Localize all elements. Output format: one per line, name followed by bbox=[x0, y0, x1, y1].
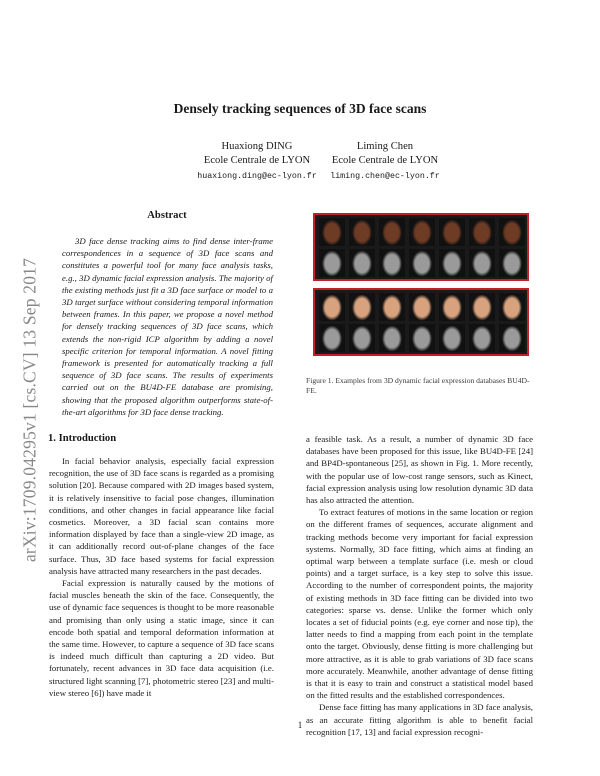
face-thumbnail bbox=[409, 324, 435, 352]
author-1-email[interactable]: huaxiong.ding@ec-lyon.fr bbox=[197, 172, 317, 181]
author-1-affiliation: Ecole Centrale de LYON bbox=[203, 155, 311, 166]
intro-paragraph-2: Facial expression is naturally caused by the motions of facial muscles beneath the skin of the face. Consequently, the use of dynamic face sequences is thought to be more reasonable and promising than only using a static image, since it can encode both spatial and temporal deformation information at the same time. However, to capture a sequence of 3D face scans is indeed much difficult than capturing a 2D video. But fortunately, recent advances in 3D face data acquisition (i.e. structured light scanning [7], photometric stereo [23] and multi-view stereo [6]) have made it bbox=[49, 578, 274, 698]
face-thumbnail bbox=[379, 293, 405, 321]
author-2-name: Liming Chen bbox=[356, 141, 414, 152]
figure-1 bbox=[313, 213, 529, 356]
face-thumbnail bbox=[349, 293, 375, 321]
face-thumbnail bbox=[379, 218, 405, 246]
face-thumbnail bbox=[499, 293, 525, 321]
arxiv-stamp bbox=[10, 200, 50, 620]
page-number: 1 bbox=[297, 720, 303, 730]
left-column-body bbox=[49, 455, 274, 699]
face-thumbnail bbox=[349, 249, 375, 277]
face-thumbnail bbox=[469, 249, 495, 277]
abstract-heading: Abstract bbox=[147, 210, 187, 221]
right-paragraph-2: To extract features of motions in the same location or region on the different frames of sequences, accurate alignment and tracking methods become very important for facial expression systems. Normally, 3D face fitting, which aims at finding an optimal warp between a template surface (i.e. mesh or cloud points) and a target surface, is a key step to solve this issue. According to the number of correspondent points, the majority of existing methods in 3D face fitting can be divided into two categories: sparse vs. dense. Unlike the former which only locates a set of fiducial points (e.g. eye corner and nose tip), the latter needs to find a mapping from each point in the template onto the target. Obviously, dense fitting is more challenging but more attractive, as it is able to grab variations of 3D face scans more accurately. Meanwhile, another advantage of dense fitting is that it is easy to train and construct a statistical model based on the fitted results and the established correspondences. bbox=[306, 507, 533, 701]
face-thumbnail bbox=[439, 293, 465, 321]
face-thumbnail bbox=[379, 249, 405, 277]
face-thumbnail bbox=[499, 249, 525, 277]
face-thumbnail bbox=[379, 324, 405, 352]
face-thumbnail bbox=[469, 293, 495, 321]
right-paragraph-3: Dense face fitting has many applications in 3D face analysis, as an accurate fitting algorithm is able to benefit facial recognition [17, 13] and facial expression recogni- bbox=[306, 702, 533, 737]
face-thumbnail bbox=[409, 249, 435, 277]
abstract-text: 3D face dense tracking aims to find dense inter-frame correspondences in a sequence of 3D face scans and constitutes a powerful tool for many face analysis tasks, e.g., 3D dynamic facial expression analysis. The majority of the existing methods just fit a 3D face surface or model to a 3D target surface without considering temporal information between frames. In this paper, we propose a novel method for densely tracking sequences of 3D face scans, which extends the non-rigid ICP algorithm by adding a novel specific criterion for temporal information. A novel fitting framework is presented for automatically tracking a full sequence of 3D face scans. The results of experiments carried out on the BU4D-FE database are promising, showing that the proposed algorithm outperforms state-of-the-art algorithms for 3D face dense tracking. bbox=[62, 236, 273, 417]
right-column-body bbox=[306, 433, 533, 738]
face-thumbnail bbox=[409, 293, 435, 321]
face-thumbnail bbox=[319, 218, 345, 246]
face-thumbnail bbox=[499, 218, 525, 246]
face-thumbnail bbox=[439, 249, 465, 277]
face-thumbnail bbox=[319, 249, 345, 277]
face-thumbnail bbox=[439, 218, 465, 246]
face-thumbnail bbox=[439, 324, 465, 352]
author-2 bbox=[300, 140, 470, 184]
face-thumbnail bbox=[319, 293, 345, 321]
face-thumbnail bbox=[469, 218, 495, 246]
intro-paragraph-1: In facial behavior analysis, especially facial expression recognition, the use of 3D face scans is regarded as a promising solution [20]. Because compared with 2D images based system, it is relatively insensitive to facial pose changes, illumination conditions, and other changes in facial appearance like facial cosmetics. Moreover, a 3D facial scan contains more information displayed by face than a single-view 2D image, as it can additionally record out-of-plane changes of the face surface. Thus, 3D face based systems for facial expression analysis have attracted many researchers in the past decades. bbox=[49, 456, 274, 576]
figure-strip-color bbox=[313, 213, 529, 281]
face-thumbnail bbox=[499, 324, 525, 352]
section-heading-introduction: 1. Introduction bbox=[48, 433, 117, 444]
figure-caption: Figure 1. Examples from 3D dynamic facial expression databases BU4D-FE. bbox=[306, 376, 530, 395]
author-1-name: Huaxiong DING bbox=[221, 141, 293, 152]
author-2-email[interactable]: liming.chen@ec-lyon.fr bbox=[330, 172, 440, 181]
right-paragraph-1: a feasible task. As a result, a number of dynamic 3D face databases have been proposed for this issue, like BU4D-FE [24] and BP4D-spontaneous [25], as shown in Fig. 1. More recently, with the popular use of low-cost range sensors, such as Kinect, facial expression analysis using low resolution dynamic 3D data has also attracted the attention. bbox=[306, 434, 533, 506]
paper-title: Densely tracking sequences of 3D face scans bbox=[173, 101, 427, 116]
face-thumbnail bbox=[319, 324, 345, 352]
face-thumbnail bbox=[349, 324, 375, 352]
arxiv-stamp-text: arXiv:1709.04295v1 [cs.CV] 13 Sep 2017 bbox=[19, 257, 40, 563]
author-2-affiliation: Ecole Centrale de LYON bbox=[331, 155, 439, 166]
face-thumbnail bbox=[469, 324, 495, 352]
face-thumbnail bbox=[409, 218, 435, 246]
abstract-body bbox=[62, 235, 273, 418]
face-thumbnail bbox=[349, 218, 375, 246]
figure-strip-mesh bbox=[313, 288, 529, 356]
